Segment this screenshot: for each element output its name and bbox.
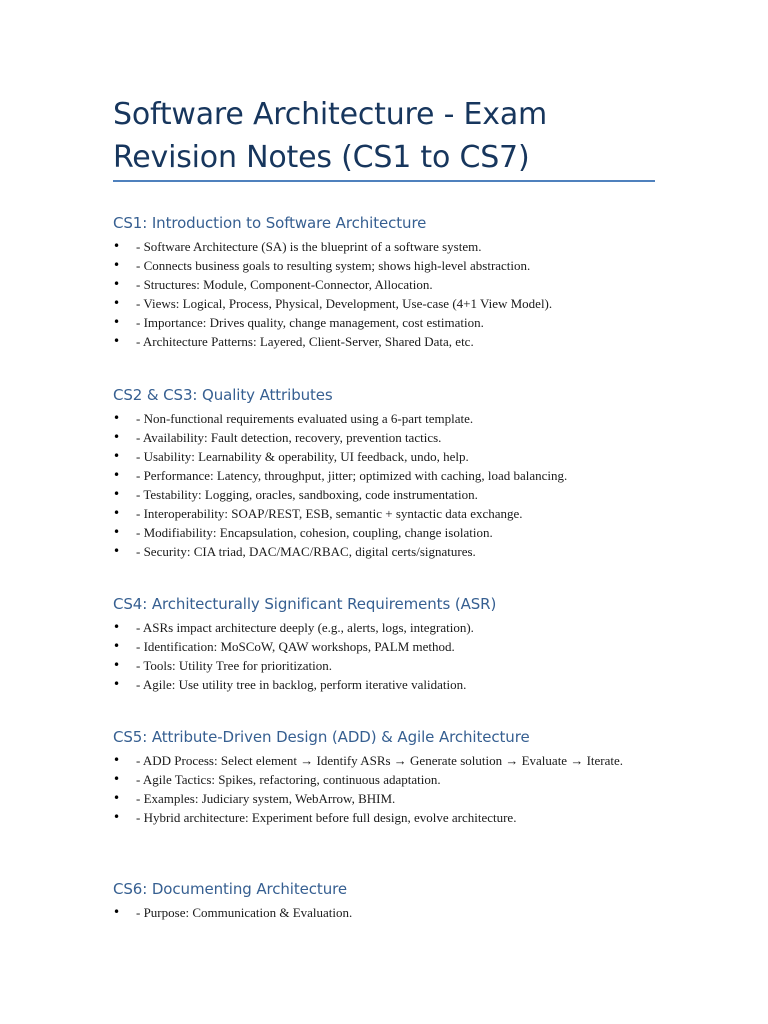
bullet-list: [113, 237, 653, 351]
section-heading: CS5: Attribute-Driven Design (ADD) & Agile Architecture: [113, 728, 530, 746]
section-heading: CS6: Documenting Architecture: [113, 880, 347, 898]
bullet-icon: •: [113, 810, 121, 824]
bullet-icon: •: [113, 658, 121, 672]
list-item-text: - Non-functional requirements evaluated using a 6-part template.: [136, 411, 474, 426]
bullet-list: [113, 409, 653, 561]
list-item: [113, 294, 653, 313]
list-item-text: - Modifiability: Encapsulation, cohesion, coupling, change isolation.: [136, 525, 493, 540]
list-item-text: - Hybrid architecture: Experiment before full design, evolve architecture.: [136, 810, 517, 825]
list-item: [113, 256, 653, 275]
list-item: [113, 485, 653, 504]
list-item-text: - Connects business goals to resulting system; shows high-level abstraction.: [136, 258, 531, 273]
bullet-icon: •: [113, 258, 121, 272]
list-item: [113, 237, 653, 256]
list-item: [113, 789, 653, 808]
bullet-icon: •: [113, 411, 121, 425]
list-item-text: - Testability: Logging, oracles, sandboxing, code instrumentation.: [136, 487, 478, 502]
list-item: [113, 504, 653, 523]
bullet-icon: •: [113, 334, 121, 348]
list-item-text: - Identification: MoSCoW, QAW workshops, PALM method.: [136, 639, 455, 654]
bullet-icon: •: [113, 430, 121, 444]
bullet-icon: •: [113, 753, 121, 767]
bullet-icon: •: [113, 449, 121, 463]
list-item-text: - Architecture Patterns: Layered, Client-Server, Shared Data, etc.: [136, 334, 474, 349]
list-item-text: - Agile: Use utility tree in backlog, perform iterative validation.: [136, 677, 467, 692]
bullet-icon: •: [113, 791, 121, 805]
list-item: [113, 313, 653, 332]
bullet-list: [113, 751, 653, 827]
list-item-text: - Interoperability: SOAP/REST, ESB, semantic + syntactic data exchange.: [136, 506, 523, 521]
title-underline: [113, 180, 655, 182]
list-item-text: - Security: CIA triad, DAC/MAC/RBAC, digital certs/signatures.: [136, 544, 476, 559]
bullet-list: [113, 903, 653, 922]
list-item: [113, 656, 653, 675]
list-item: [113, 409, 653, 428]
list-item-text: - Performance: Latency, throughput, jitter; optimized with caching, load balancing.: [136, 468, 568, 483]
list-item: [113, 428, 653, 447]
list-item: [113, 542, 653, 561]
list-item-text: - ADD Process: Select element → Identify ASRs → Generate solution → Evaluate → Iterate.: [136, 753, 624, 768]
list-item-text: - ASRs impact architecture deeply (e.g., alerts, logs, integration).: [136, 620, 474, 635]
list-item: [113, 675, 653, 694]
section-heading: CS2 & CS3: Quality Attributes: [113, 386, 333, 404]
section-cs4: [113, 594, 653, 694]
list-item-text: - Usability: Learnability & operability, UI feedback, undo, help.: [136, 449, 469, 464]
list-item: [113, 447, 653, 466]
list-item-text: - Software Architecture (SA) is the blueprint of a software system.: [136, 239, 482, 254]
section-heading: CS4: Architecturally Significant Requirements (ASR): [113, 595, 497, 613]
list-item: [113, 808, 653, 827]
list-item: [113, 466, 653, 485]
bullet-icon: •: [113, 315, 121, 329]
page-title: Software Architecture - Exam Revision Notes (CS1 to CS7): [113, 97, 548, 175]
bullet-icon: •: [113, 905, 121, 919]
list-item: [113, 637, 653, 656]
bullet-icon: •: [113, 677, 121, 691]
section-cs2-cs3: [113, 385, 653, 561]
section-cs6: [113, 879, 653, 922]
list-item: [113, 770, 653, 789]
section-cs5: [113, 727, 653, 827]
bullet-icon: •: [113, 296, 121, 310]
bullet-icon: •: [113, 525, 121, 539]
list-item: [113, 275, 653, 294]
bullet-icon: •: [113, 639, 121, 653]
bullet-icon: •: [113, 620, 121, 634]
bullet-icon: •: [113, 506, 121, 520]
bullet-icon: •: [113, 487, 121, 501]
list-item: [113, 523, 653, 542]
list-item-text: - Availability: Fault detection, recovery, prevention tactics.: [136, 430, 442, 445]
bullet-icon: •: [113, 239, 121, 253]
bullet-icon: •: [113, 544, 121, 558]
list-item-text: - Tools: Utility Tree for prioritization.: [136, 658, 333, 673]
list-item: [113, 618, 653, 637]
list-item: [113, 332, 653, 351]
list-item-text: - Structures: Module, Component-Connector, Allocation.: [136, 277, 433, 292]
bullet-list: [113, 618, 653, 694]
bullet-icon: •: [113, 277, 121, 291]
bullet-icon: •: [113, 468, 121, 482]
list-item: [113, 903, 653, 922]
section-cs1: [113, 213, 653, 351]
list-item-text: - Agile Tactics: Spikes, refactoring, continuous adaptation.: [136, 772, 441, 787]
list-item-text: - Purpose: Communication & Evaluation.: [136, 905, 353, 920]
list-item-text: - Views: Logical, Process, Physical, Development, Use-case (4+1 View Model).: [136, 296, 553, 311]
bullet-icon: •: [113, 772, 121, 786]
section-heading: CS1: Introduction to Software Architecture: [113, 214, 427, 232]
list-item: [113, 751, 653, 770]
list-item-text: - Importance: Drives quality, change management, cost estimation.: [136, 315, 484, 330]
list-item-text: - Examples: Judiciary system, WebArrow, BHIM.: [136, 791, 396, 806]
